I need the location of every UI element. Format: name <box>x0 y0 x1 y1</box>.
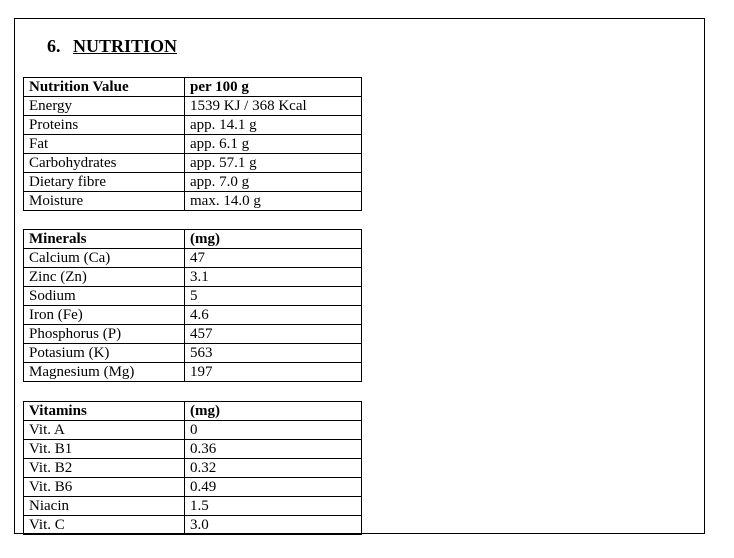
row-value: 1.5 <box>185 497 362 516</box>
section-number: 6. <box>47 36 61 56</box>
row-value: 563 <box>185 344 362 363</box>
table-row <box>24 97 362 116</box>
minerals-table <box>23 229 362 382</box>
column-header-unit: (mg) <box>185 230 362 249</box>
table-row <box>24 268 362 287</box>
row-label: Dietary fibre <box>24 173 185 192</box>
table-row <box>24 287 362 306</box>
table-row <box>24 116 362 135</box>
row-label: Potasium (K) <box>24 344 185 363</box>
row-value: 3.1 <box>185 268 362 287</box>
row-label: Magnesium (Mg) <box>24 363 185 382</box>
column-header-name: Nutrition Value <box>24 78 185 97</box>
row-label: Carbohydrates <box>24 154 185 173</box>
row-value: 0.32 <box>185 459 362 478</box>
table-row <box>24 306 362 325</box>
column-header-name: Vitamins <box>24 402 185 421</box>
row-value: 457 <box>185 325 362 344</box>
row-value: 4.6 <box>185 306 362 325</box>
row-label: Fat <box>24 135 185 154</box>
row-value: 1539 KJ / 368 Kcal <box>185 97 362 116</box>
row-value: 0 <box>185 421 362 440</box>
row-label: Niacin <box>24 497 185 516</box>
table-row <box>24 516 362 535</box>
row-label: Proteins <box>24 116 185 135</box>
row-label: Vit. B6 <box>24 478 185 497</box>
table-row <box>24 154 362 173</box>
vitamins-table <box>23 401 362 535</box>
table-row <box>24 344 362 363</box>
table-header-row <box>24 230 362 249</box>
table-row <box>24 135 362 154</box>
column-header-name: Minerals <box>24 230 185 249</box>
row-label: Vit. B2 <box>24 459 185 478</box>
row-label: Sodium <box>24 287 185 306</box>
table-row <box>24 478 362 497</box>
row-value: app. 6.1 g <box>185 135 362 154</box>
row-label: Iron (Fe) <box>24 306 185 325</box>
table-row <box>24 363 362 382</box>
row-label: Vit. B1 <box>24 440 185 459</box>
table-row <box>24 459 362 478</box>
row-value: 47 <box>185 249 362 268</box>
section-heading <box>47 36 177 57</box>
row-label: Calcium (Ca) <box>24 249 185 268</box>
nutrition-value-table <box>23 77 362 211</box>
row-value: 0.49 <box>185 478 362 497</box>
table-header-row <box>24 78 362 97</box>
table-header-row <box>24 402 362 421</box>
row-value: app. 57.1 g <box>185 154 362 173</box>
table-row <box>24 421 362 440</box>
table-row <box>24 440 362 459</box>
table-row <box>24 325 362 344</box>
row-value: app. 7.0 g <box>185 173 362 192</box>
row-value: 0.36 <box>185 440 362 459</box>
row-label: Vit. A <box>24 421 185 440</box>
row-value: 5 <box>185 287 362 306</box>
section-title: NUTRITION <box>73 36 178 56</box>
row-value: app. 14.1 g <box>185 116 362 135</box>
table-row <box>24 192 362 211</box>
row-value: 3.0 <box>185 516 362 535</box>
row-label: Moisture <box>24 192 185 211</box>
row-label: Phosphorus (P) <box>24 325 185 344</box>
row-label: Zinc (Zn) <box>24 268 185 287</box>
table-row <box>24 497 362 516</box>
row-label: Vit. C <box>24 516 185 535</box>
column-header-unit: per 100 g <box>185 78 362 97</box>
row-label: Energy <box>24 97 185 116</box>
table-row <box>24 173 362 192</box>
row-value: 197 <box>185 363 362 382</box>
column-header-unit: (mg) <box>185 402 362 421</box>
row-value: max. 14.0 g <box>185 192 362 211</box>
table-row <box>24 249 362 268</box>
